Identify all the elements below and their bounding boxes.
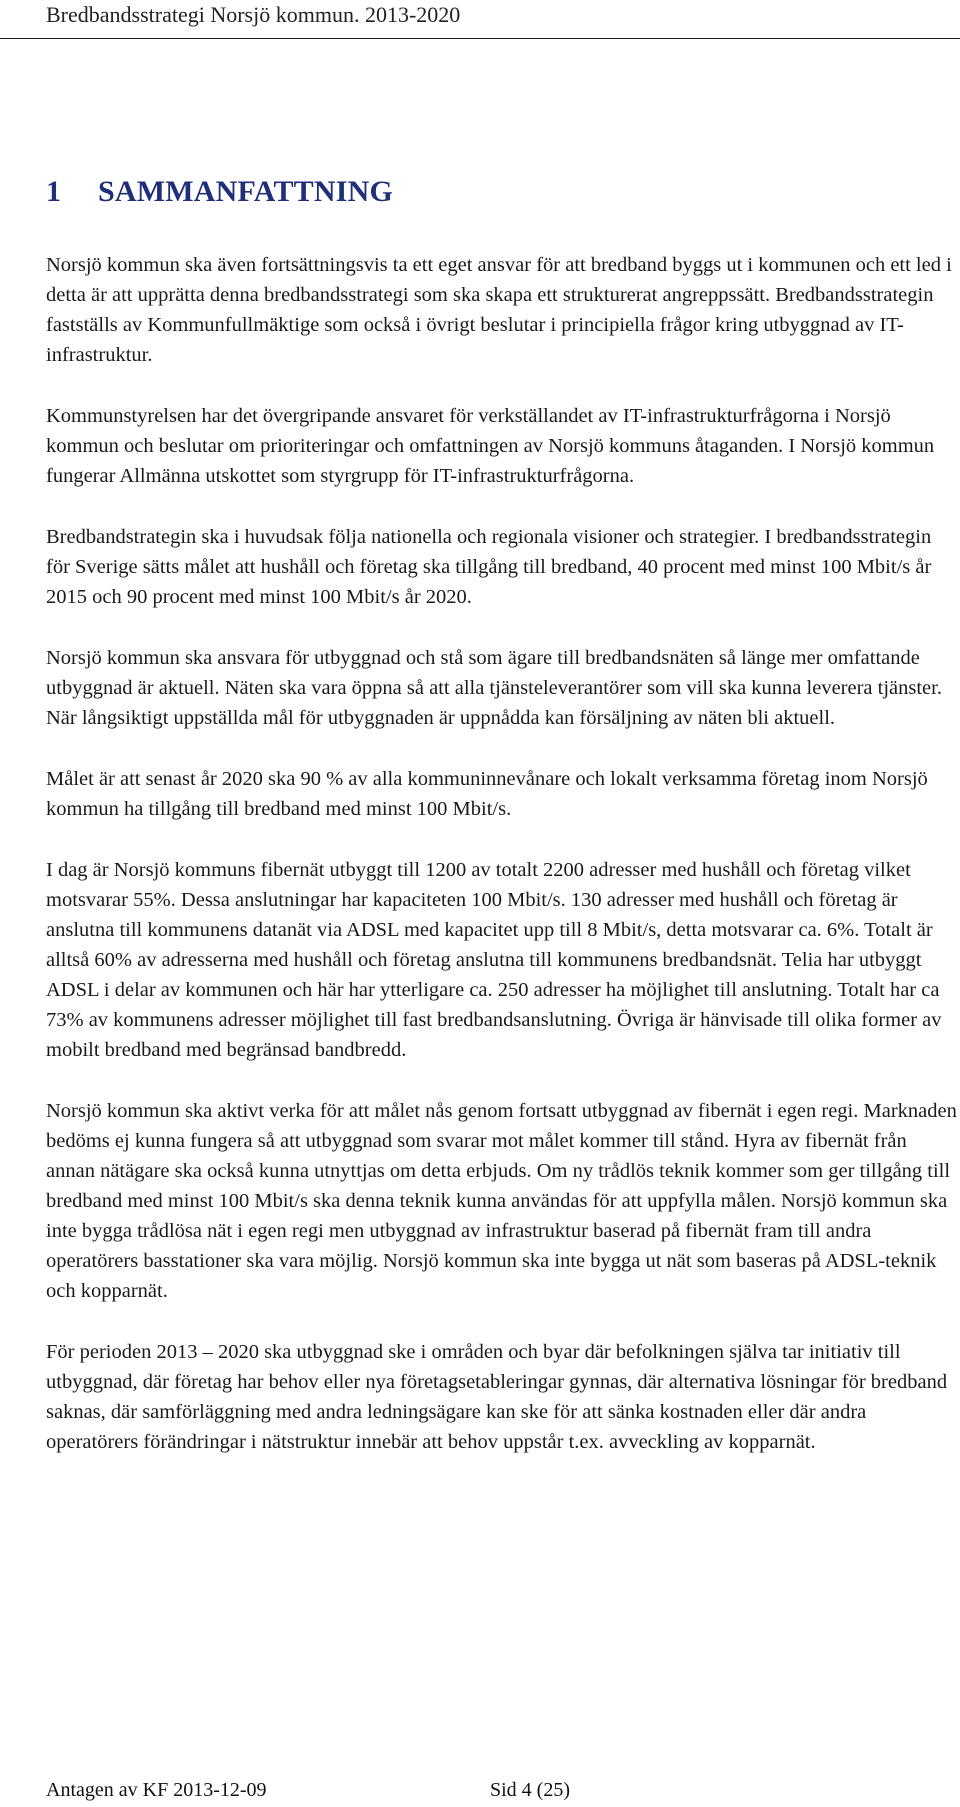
page-footer — [46, 1776, 946, 1804]
page-header — [46, 0, 946, 36]
paragraph-8: För perioden 2013 – 2020 ska utbyggnad ske i områden och byar där befolkningen själva tar initiativ till utbyggnad, där företag har behov eller nya företagsetableringar gynnas, där alternativa lösningar för bredband saknas, där samförläggning med andra ledningsägare kan ske för att sänka kostnaden eller där andra operatörers förändringar i nätstruktur innebär att behov uppstår t.ex. avveckling av kopparnät. — [46, 1341, 948, 1453]
section-heading — [46, 172, 393, 212]
page-number: Sid 4 (25) — [490, 1779, 570, 1801]
paragraph-2: Kommunstyrelsen har det övergripande ansvaret för verkställandet av IT-infrastrukturfrågorna i Norsjö kommun och beslutar om prioriteringar och omfattningen av Norsjö kommuns åtaganden. I Norsjö kommun fungerar Allmänna utskottet som styrgrupp för IT-infrastrukturfrågorna. — [46, 405, 935, 487]
paragraph-5: Målet är att senast år 2020 ska 90 % av alla kommuninnevånare och lokalt verksamma företag inom Norsjö kommun ha tillgång till bredband med minst 100 Mbit/s. — [46, 768, 928, 820]
section-title: SAMMANFATTNING — [98, 175, 394, 208]
section-number: 1 — [46, 175, 62, 208]
paragraph-3: Bredbandstrategin ska i huvudsak följa nationella och regionala visioner och strategier. I bredbandsstrategin för Sverige sätts målet att hushåll och företag ska tillgång till bredband, 40 procent med minst 100 Mbit/s år 2015 och 90 procent med minst 100 Mbit/s år 2020. — [46, 526, 932, 608]
document-title: Bredbandsstrategi Norsjö kommun. 2013-2020 — [46, 2, 461, 27]
paragraph-1: Norsjö kommun ska även fortsättningsvis ta ett eget ansvar för att bredband byggs ut i kommunen och ett led i detta är att upprätta denna bredbandsstrategi som ska skapa ett strukturerat angreppssätt. Bredbandsstrategin fastställs av Kommunfullmäktige som också i övrigt beslutar i principiella frågor kring utbyggnad av IT-infrastruktur. — [46, 254, 952, 366]
paragraph-4: Norsjö kommun ska ansvara för utbyggnad och stå som ägare till bredbandsnäten så länge mer omfattande utbyggnad är aktuell. Näten ska vara öppna så att alla tjänsteleverantörer som vill ska kunna leverera tjänster. När långsiktigt uppställda mål för utbyggnaden är uppnådda kan försäljning av näten bli aktuell. — [46, 647, 942, 729]
body-text — [46, 250, 958, 1488]
header-divider — [0, 38, 960, 39]
paragraph-6: I dag är Norsjö kommuns fibernät utbyggt till 1200 av totalt 2200 adresser med hushåll och företag vilket motsvarar 55%. Dessa anslutningar har kapaciteten 100 Mbit/s. 130 adresser med hushåll och företag är anslutna till kommunens datanät via ADSL med kapacitet upp till 8 Mbit/s, detta motsvarar ca. 6%. Totalt är alltså 60% av adresserna med hushåll och företag anslutna till kommunens bredbandsnät. Telia har utbyggt ADSL i delar av kommunen och här har ytterligare ca. 250 adresser ha möjlighet till anslutning. Totalt har ca 73% av kommunens adresser möjlighet till fast bredbandsanslutning. Övriga är hänvisade till olika former av mobilt bredband med begränsad bandbredd. — [46, 859, 942, 1061]
paragraph-7: Norsjö kommun ska aktivt verka för att målet nås genom fortsatt utbyggnad av fibernät i egen regi. Marknaden bedöms ej kunna fungera så att utbyggnad som svarar mot målet kommer till stånd. Hyra av fibernät från annan nätägare ska också kunna utnyttjas om detta erbjuds. Om ny trådlös teknik kommer som ger tillgång till bredband med minst 100 Mbit/s ska denna teknik kunna användas för att uppfylla målen. Norsjö kommun ska inte bygga trådlösa nät i egen regi men utbyggnad av infrastruktur baserad på fibernät fram till andra operatörers basstationer ska vara möjlig. Norsjö kommun ska inte bygga ut nät som baseras på ADSL-teknik och kopparnät. — [46, 1100, 957, 1302]
adoption-note: Antagen av KF 2013-12-09 — [46, 1779, 267, 1801]
